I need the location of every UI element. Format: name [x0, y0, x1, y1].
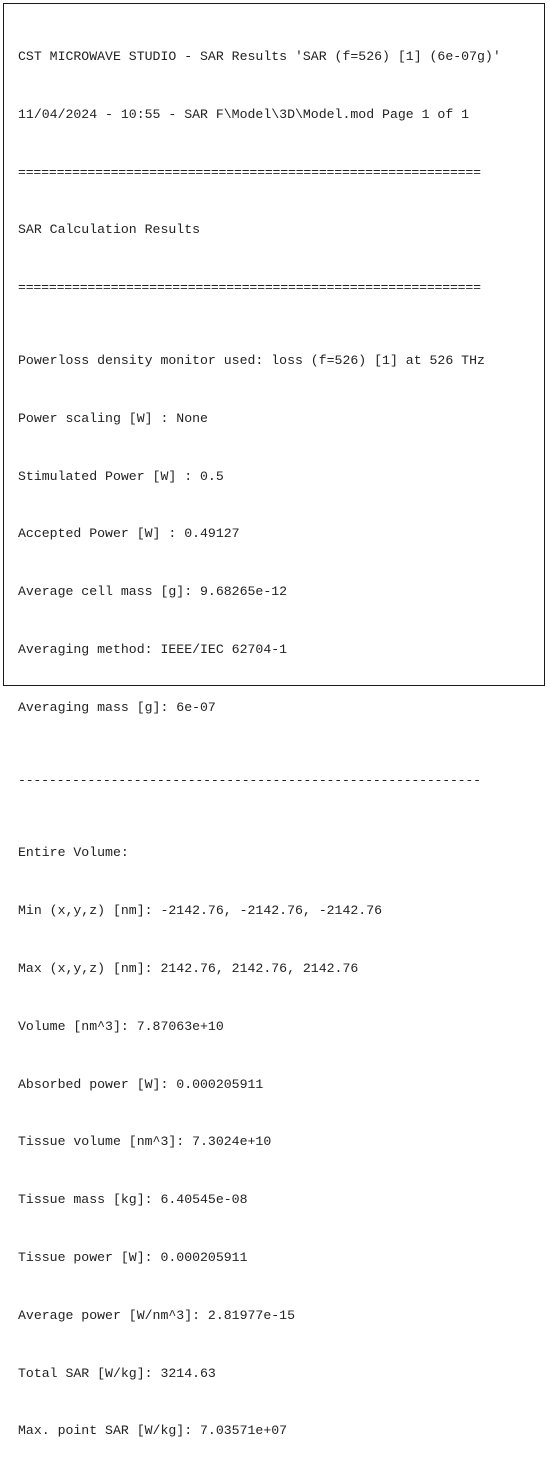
double-separator: ============================================================: [18, 280, 481, 296]
result-tissue-mass: Tissue mass [kg]: 6.40545e-08: [18, 1192, 248, 1208]
result-absorbed-power: Absorbed power [W]: 0.000205911: [18, 1076, 264, 1092]
setting-averaging-method: Averaging method: IEEE/IEC 62704-1: [18, 641, 288, 657]
result-max-xyz: Max (x,y,z) [nm]: 2142.76, 2142.76, 2142.76: [18, 960, 359, 976]
result-volume: Volume [nm^3]: 7.87063e+10: [18, 1018, 224, 1034]
report-frame: [3, 3, 545, 1439]
double-separator: ============================================================: [18, 164, 481, 180]
result-average-power: Average power [W/nm^3]: 2.81977e-15: [18, 1307, 295, 1323]
result-min-xyz: Min (x,y,z) [nm]: -2142.76, -2142.76, -2142.76: [18, 903, 383, 919]
setting-averaging-mass: Averaging mass [g]: 6e-07: [18, 699, 216, 715]
setting-accepted-power: Accepted Power [W] : 0.49127: [18, 526, 240, 542]
result-max-point-sar: Max. point SAR [W/kg]: 7.03571e+07: [18, 1423, 288, 1439]
setting-stimulated-power: Stimulated Power [W] : 0.5: [18, 468, 224, 484]
volume-title: Entire Volume:: [18, 845, 129, 861]
setting-power-scaling: Power scaling [W] : None: [18, 410, 208, 426]
result-tissue-volume: Tissue volume [nm^3]: 7.3024e+10: [18, 1134, 272, 1150]
sar-report: [18, 18, 542, 1480]
result-total-sar: Total SAR [W/kg]: 3214.63: [18, 1365, 216, 1381]
setting-monitor: Powerloss density monitor used: loss (f=526) [1] at 526 THz: [18, 352, 485, 368]
setting-average-cell-mass: Average cell mass [g]: 9.68265e-12: [18, 584, 288, 600]
single-separator: ------------------------------------------------------------: [18, 772, 481, 788]
result-tissue-power: Tissue power [W]: 0.000205911: [18, 1249, 248, 1265]
report-title: CST MICROWAVE STUDIO - SAR Results 'SAR (f=526) [1] (6e-07g)': [18, 49, 501, 64]
section-title: SAR Calculation Results: [18, 222, 201, 238]
report-subtitle: 11/04/2024 - 10:55 - SAR F\Model\3D\Model.mod Page 1 of 1: [18, 106, 470, 122]
